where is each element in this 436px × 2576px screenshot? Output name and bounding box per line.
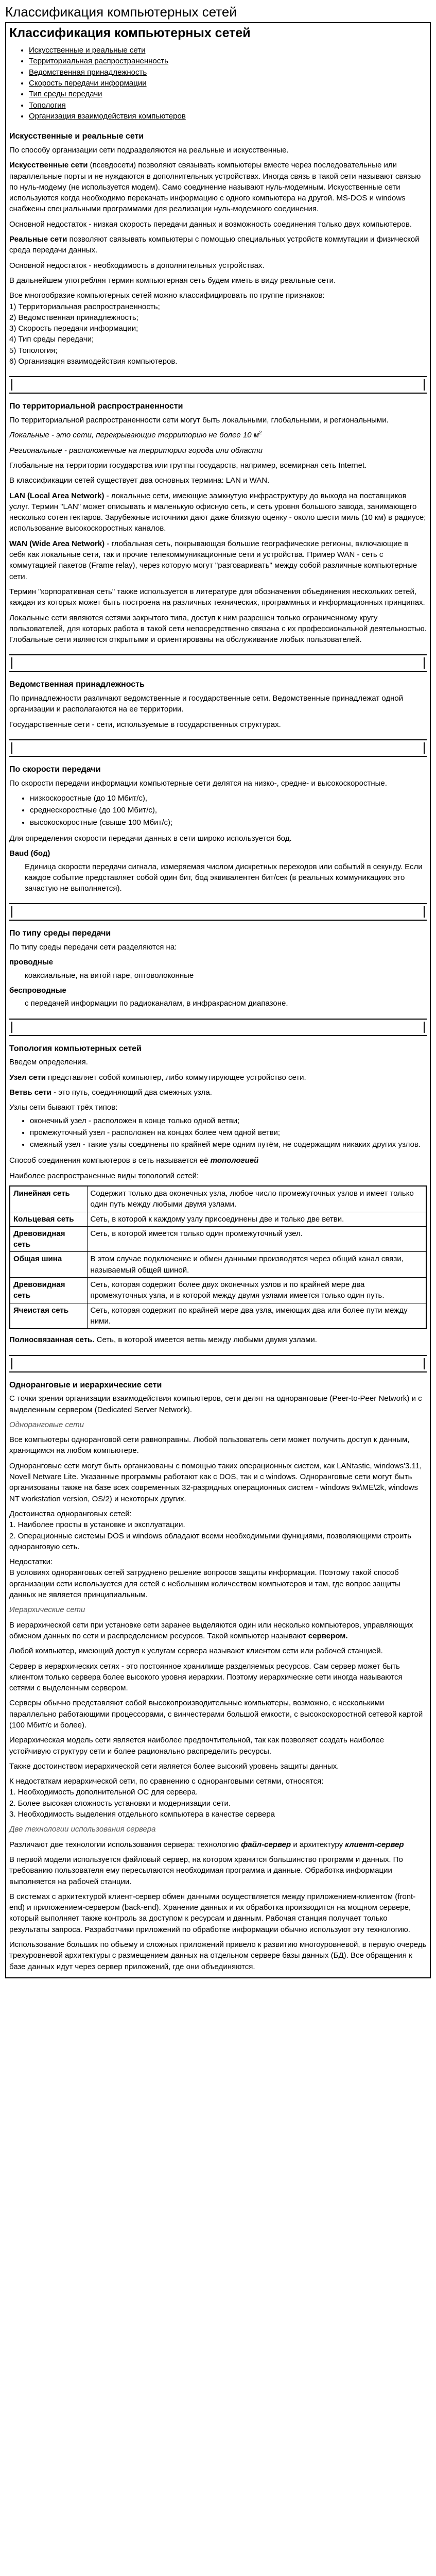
table-row: Древовидная сеть Сеть, которая содержит более двух оконечных узлов и по крайней мере два промежуточных узла, и в которой между двумя узлами имеется только один путь. <box>10 1278 426 1303</box>
toc-item <box>29 111 427 122</box>
definition: коаксиальные, на витой паре, оптоволоконные <box>25 971 194 980</box>
list-item: 4) Тип среды передачи; <box>9 335 94 344</box>
term: WAN (Wide Area Network) <box>9 539 105 548</box>
main-title: Классификация компьютерных сетей <box>9 26 251 41</box>
section-title-topology: Топология компьютерных сетей <box>9 1044 142 1053</box>
paragraph: Государственные сети - сети, используемые в государственных структурах. <box>9 720 281 729</box>
paragraph: Сервер в иерархических сетях - это постоянное хранилище разделяемых ресурсов. Сам сервер может быть клиентом только сервера более высокого уровня иерархии. Поэтому иерархические сети иногда называются сетями с выделенным сервером. <box>9 1662 403 1693</box>
paragraph: В иерархической сети при установке сети заранее выделяются один или несколько компьютеров, управляющих обменом данных по сети и распределением ресурсов. Такой компьютер называют сервером. <box>9 1620 413 1640</box>
paragraph: По территориальной распространенности сети могут быть локальными, глобальными, и региональными. <box>9 416 389 425</box>
toc-link-territory[interactable]: Территориальная распространенность <box>29 57 169 66</box>
list-item: 1. Необходимость дополнительной ОС для сервера. <box>9 1788 198 1797</box>
term: Узел сети <box>9 1073 46 1082</box>
toc-item <box>29 67 427 78</box>
toc-link-real-artificial[interactable]: Искусственные и реальные сети <box>29 46 146 55</box>
toc-item <box>29 89 427 99</box>
term: Ветвь сети <box>9 1088 51 1097</box>
toc-item <box>29 78 427 89</box>
table-row: Кольцевая сеть Сеть, в которой к каждому узлу присоединены две и только две ветви. <box>10 1212 426 1226</box>
toc-link-ownership[interactable]: Ведомственная принадлежность <box>29 67 147 77</box>
paragraph: В системах с архитектурой клиент-сервер обмен данными осуществляется между приложением-клиентом (front-end) и приложением-сервером (back-end). Хранение данных и их обработка производится на мощном сервере, который выполняет также контроль за доступом к ресурсам и данным. Рабочая станция получает только результаты запроса. Разработчики приложений по обработке информации обычно используют эту технологию. <box>9 1892 416 1934</box>
definition: с передачей информации по радиоканалам, в инфракрасном диапазоне. <box>25 999 288 1008</box>
paragraph: Все компьютеры одноранговой сети равноправны. Любой пользователь сети может получить доступ к данным, хранящимся на любом компьютере. <box>9 1435 410 1455</box>
term: Полносвязанная сеть. <box>9 1335 95 1345</box>
list-item: • промежуточный узел - расположен на концах более чем одной ветви; <box>30 1127 427 1138</box>
paragraph: Локальные - это сети, перекрывающие территорию не более 10 $м^2$ <box>9 430 262 440</box>
list-item: 1) Территориальная распространенность; <box>9 302 160 311</box>
paragraph: По принадлежности различают ведомственные и государственные сети. Ведомственные принадлежат одной организации и располагаются на ее территории. <box>9 694 404 714</box>
term: Искусственные сети <box>9 161 88 170</box>
section-title-organization: Одноранговые и иерархические сети <box>9 1380 162 1389</box>
list-item: • среднескоростные (до 100 Мбит/с), <box>30 805 427 816</box>
paragraph: Региональные - расположенные на территории города или области <box>9 446 263 455</box>
paragraph: Все многообразие компьютерных сетей можно классифицировать по группе признаков: <box>9 291 325 300</box>
paragraph: Также достоинством иерархической сети является более высокий уровень защиты данных. <box>9 1761 339 1771</box>
term: сервером. <box>308 1631 348 1640</box>
paragraph: LAN (Local Area Network) - локальные сети, имеющие замкнутую инфраструктуру до выхода на поставщиков услуг. Термин "LAN" может описывать и маленькую офисную сеть, и сеть уровня большого завода, занимающего несколько сотен гектаров. Зарубежные источники дают даже близкую оценку - около шести миль (10 км) в радиусе; использование высокоскоростных каналов. <box>9 491 426 533</box>
section-title-territory: По территориальной распространенности <box>9 402 183 411</box>
toc-item <box>29 56 427 66</box>
paragraph: Узлы сети бывают трёх типов: <box>9 1103 118 1112</box>
paragraph: Различают две технологии использования сервера: технологию файл-сервер и архитектуру клиент-сервер <box>9 1840 404 1849</box>
section-divider <box>9 739 427 757</box>
term-wireless: беспроводные <box>9 986 66 995</box>
paragraph: Основной недостаток - низкая скорость передачи данных и возможность соединения только двух компьютеров. <box>9 219 412 229</box>
paragraph: В первой модели используется файловый сервер, на котором хранится большинство программ и данных. По требованию пользователя ему пересылаются необходимая программа и данные. Обработка информации выполняется на рабочей станции. <box>9 1855 403 1886</box>
table-row: Ячеистая сеть Сеть, которая содержит по крайней мере два узла, имеющих два или более пути между ними. <box>10 1303 426 1329</box>
paragraph: В классификации сетей существует два основных термина: LAN и WAN. <box>9 476 270 485</box>
list-item: 2. Операционные системы DOS и windows обладают всеми необходимыми функциями, позволяющими строить одноранговую сеть. <box>9 1531 412 1551</box>
paragraph: Основной недостаток - необходимость в дополнительных устройствах. <box>9 261 265 270</box>
paragraph: С точки зрения организации взаимодействия компьютеров, сети делят на одноранговые (Peer-to-Peer Network) и с выделенным сервером (Dedicated Server Network). <box>9 1394 422 1414</box>
page-title: Классификация компьютерных сетей <box>5 4 237 20</box>
table-row: Древовидная сеть Сеть, в которой имеется только один промежуточный узел. <box>10 1226 426 1252</box>
paragraph: WAN (Wide Area Network) - глобальная сеть, покрывающая большие географические регионы, включающие в себя как локальные сети, так и прочие телекоммуникационные сети и устройства. Пример WAN - сеть с коммутацией пакетов (Frame relay), через которую могут "разговаривать" между собой различные компьютерные сети. <box>9 539 417 581</box>
section-title-real-artificial: Искусственные и реальные сети <box>9 132 144 141</box>
list-item: 1. Наиболее просты в установке и эксплуатации. <box>9 1520 185 1530</box>
table-row: Общая шина В этом случае подключение и обмен данными производятся через общий канал связи, называемый общей шиной. <box>10 1252 426 1278</box>
paragraph: По скорости передачи информации компьютерные сети делятся на низко-, средне- и высокоскоростные. <box>9 778 387 788</box>
paragraph: В условиях одноранговых сетей затруднено решение вопросов защиты информации. Поэтому такой способ организации сети используется для сетей с небольшим количеством компьютеров и там, где вопрос защиты данных не является принципиальным. <box>9 1568 400 1600</box>
paragraph: Термин "корпоративная сеть" также используется в литературе для обозначения объединения нескольких сетей, каждая из которых может быть построена на различных технических, программных и информационных принципах. <box>9 587 425 607</box>
paragraph: Использование больших по объему и сложных приложений привело к развитию многоуровневой, в первую очередь трехуровневой архитектуры с размещением данных на отдельном сервере базы данных (БД). Все обращения к базе данных идут через сервер приложений, где они объединяются. <box>9 1940 427 1971</box>
list-item: 2) Ведомственная принадлежность; <box>9 313 138 322</box>
advantages-list <box>9 1519 427 1552</box>
paragraph: По способу организации сети подразделяются на реальные и искусственные. <box>9 145 289 155</box>
section-title-speed: По скорости передачи <box>9 765 101 774</box>
section-divider <box>9 376 427 394</box>
paragraph: Достоинства одноранговых сетей: <box>9 1509 132 1518</box>
list-item: 6) Организация взаимодействия компьютеров. <box>9 357 178 366</box>
baud-title: Baud (бод) <box>9 849 50 858</box>
term: Реальные сети <box>9 235 67 244</box>
paragraph: Глобальные на территории государства или группы государств, например, всемирная сеть Internet. <box>9 461 367 470</box>
topology-table <box>9 1185 427 1329</box>
section-divider <box>9 1019 427 1036</box>
table-row: Линейная сеть Содержит только два оконечных узла, любое число промежуточных узлов и имеет только один путь между любыми двумя узлами. <box>10 1186 426 1212</box>
content-box <box>5 22 431 1978</box>
paragraph: Полносвязанная сеть. Сеть, в которой имеется ветвь между любыми двумя узлами. <box>9 1335 317 1345</box>
list-item: • смежный узел - такие узлы соединены по крайней мере одним путём, не содержащим никаких других узлов. <box>30 1139 427 1150</box>
paragraph: По типу среды передачи сети разделяются на: <box>9 943 177 952</box>
paragraph: Искусственные сети (псевдосети) позволяют связывать компьютеры вместе через последовательные или параллельные порты и не нуждаются в дополнительных устройствах. Иногда связь в такой сети называют связью по нуль-модему (не используется модем). Само соединение называют нуль-модемным. Искусственные сети используются когда необходимо перекачать информацию с одного компьютера на другой. MS-DOS и windows снабжены специальными программами для реализации нуль-модемного соединения. <box>9 161 421 214</box>
paragraph: Наиболее распространенные виды топологий сетей: <box>9 1171 199 1180</box>
paragraph: Любой компьютер, имеющий доступ к услугам сервера называют клиентом сети или рабочей станцией. <box>9 1647 383 1656</box>
list-item: 3. Необходимость выделения отдельного компьютера в качестве сервера <box>9 1810 275 1819</box>
section-title-medium: По типу среды передачи <box>9 929 111 938</box>
paragraph: Локальные сети являются сетями закрытого типа, доступ к ним разрешен только ограниченному кругу пользователей, для которых работа в такой сети непосредственно связана с их профессиональной деятельностью. Глобальные сети являются открытыми и ориентированы на обслуживание любых пользователей. <box>9 613 427 645</box>
list-item: • низкоскоростные (до 10 Мбит/с), <box>30 793 427 804</box>
node-types-list <box>9 1115 427 1150</box>
section-divider <box>9 654 427 672</box>
toc-item <box>29 100 427 111</box>
paragraph: Узел сети представляет собой компьютер, либо коммутирующее устройство сети. <box>9 1073 306 1082</box>
paragraph: Одноранговые сети могут быть организованы с помощью таких операционных систем, как LANtastic, windows'3.11, Novell Netware Lite. Указанные программы работают как с DOS, так и с windows. Одноранговые сети могут быть организованы также на базе всех современных 32-разрядных операционных систем - windows 9x\ME\2k, windows NT workstation version, OS/2) и некоторых других. <box>9 1461 422 1503</box>
list-item: • высокоскоростные (свыше 100 Мбит/с); <box>30 817 427 828</box>
subheading: Одноранговые сети <box>9 1420 84 1429</box>
paragraph: Недостатки: <box>9 1557 53 1567</box>
subheading: Две технологии использования сервера <box>9 1825 156 1834</box>
term: LAN (Local Area Network) <box>9 491 104 500</box>
paragraph: Введем определения. <box>9 1058 88 1067</box>
table-of-contents <box>9 45 427 122</box>
toc-link-organization[interactable]: Организация взаимодействия компьютеров <box>29 111 186 121</box>
paragraph: Ветвь сети - это путь, соединяющий два смежных узла. <box>9 1088 212 1097</box>
toc-link-topology[interactable]: Топология <box>29 100 66 110</box>
disadvantages-list <box>9 1787 427 1820</box>
paragraph: Серверы обычно представляют собой высокопроизводительные компьютеры, возможно, с несколькими параллельно работающими процессорами, с винчестерами большой емкости, с высокоскоростной сетевой картой (100 Мбит/с и более). <box>9 1699 423 1730</box>
paragraph: Реальные сети позволяют связывать компьютеры с помощью специальных устройств коммутации и физической среда передачи данных. <box>9 235 420 255</box>
section-divider <box>9 903 427 921</box>
section-divider <box>9 1355 427 1372</box>
paragraph: Для определения скорости передачи данных в сети широко используется бод. <box>9 834 292 843</box>
criteria-list <box>9 301 427 367</box>
section-title-ownership: Ведомственная принадлежность <box>9 680 145 689</box>
term: топологией <box>210 1156 259 1165</box>
list-item: 2. Более высокая сложность установки и модернизации сети. <box>9 1799 231 1808</box>
speed-list <box>9 793 427 828</box>
list-item: 3) Скорость передачи информации; <box>9 324 138 333</box>
list-item: 5) Топология; <box>9 346 58 355</box>
toc-link-medium[interactable]: Тип среды передачи <box>29 90 102 99</box>
term-wired: проводные <box>9 958 54 967</box>
paragraph: В дальнейшем употребляя термин компьютерная сеть будем иметь в виду реальные сети. <box>9 276 336 285</box>
baud-definition: Единица скорости передачи сигнала, измеряемая числом дискретных переходов или событий в секунду. Если каждое событие представляет собой один бит, бод эквивалентен бит/сек (в реальных коммуникациях это зачастую не выполняется). <box>25 862 423 893</box>
paragraph: Способ соединения компьютеров в сеть называется её топологией <box>9 1156 259 1165</box>
paragraph: Иерархическая модель сети является наиболее предпочтительной, так как позволяет создать наиболее устойчивую структуру сети и более рационально распределить ресурсы. <box>9 1736 385 1756</box>
subheading: Иерархические сети <box>9 1605 85 1615</box>
toc-link-speed[interactable]: Скорость передачи информации <box>29 79 147 88</box>
toc-item <box>29 45 427 56</box>
paragraph: К недостаткам иерархической сети, по сравнению с одноранговыми сетями, относятся: <box>9 1777 324 1786</box>
list-item: • оконечный узел - расположен в конце только одной ветви; <box>30 1115 427 1126</box>
